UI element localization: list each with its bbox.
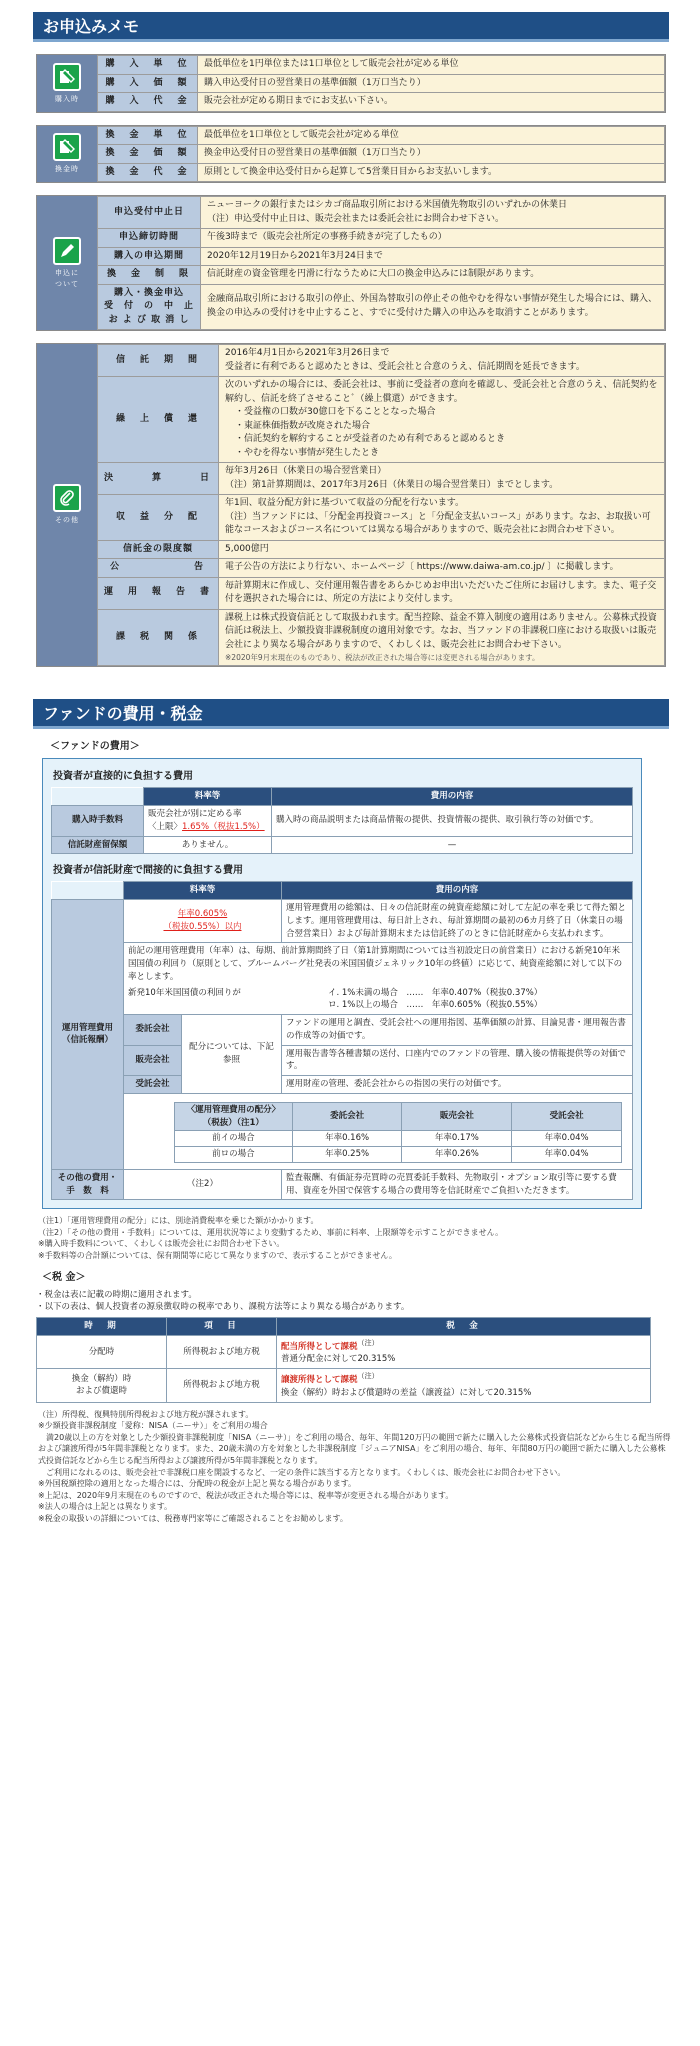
tax-note-4: ご利用になれるのは、販売会社で非課税口座を開設するなど、一定の条件に該当する方となります。くわしくは、販売会社にお問合わせ下さい。 xyxy=(38,1467,566,1477)
table-row xyxy=(98,577,665,609)
redeem-block xyxy=(36,125,666,184)
table-row xyxy=(52,806,633,837)
settlement-note: （注）第1計算期間は、2017年3月26日（休業日の場合翌営業日）までとします。 xyxy=(225,479,559,490)
table-row xyxy=(52,1015,633,1046)
alloc-row2-v3: 年率0.04% xyxy=(512,1147,622,1163)
redeem-limit-label: 換 金 制 限 xyxy=(98,266,201,285)
table-row xyxy=(52,836,633,854)
alloc-note: 配分については、下記参照 xyxy=(182,1015,282,1094)
alloc-table xyxy=(174,1102,622,1163)
apply-table xyxy=(97,196,665,330)
purchase-table xyxy=(97,55,665,112)
tax-note-2: ※少額投資非課税制度「愛称：NISA（ニーサ）」をご利用の場合 xyxy=(38,1421,268,1431)
purchase-unit-value: 最低単位を1円単位または1口単位として販売会社が定める単位 xyxy=(198,56,665,75)
reserve-rate: ありません。 xyxy=(144,836,272,854)
mgmt-fee-content: 運用管理費用の総額は、日々の信託財産の純資産総額に対して左記の率を乗じて得た額とします。運用管理費用は、毎日計上され、毎計算期間の最初の6カ月終了日（休業日の場合翌営業日）および毎計算期末または信託終了のときに信託財産から支払われます。 xyxy=(282,900,633,943)
table-row xyxy=(175,1147,622,1163)
trust-limit-value: 5,000億円 xyxy=(219,540,665,559)
tax-note-7: ※法人の場合は上記とは異なります。 xyxy=(38,1502,173,1512)
alloc-col-3: 受託会社 xyxy=(512,1102,622,1131)
role-desc-2: 運用報告書等各種書類の送付、口座内でのファンドの管理、購入後の情報提供等の対価です。 xyxy=(282,1045,633,1076)
tax-note-1: （注）所得税、復興特別所得税および地方税が課されます。 xyxy=(38,1409,254,1419)
table-row xyxy=(98,345,665,377)
apply-label: 申込について xyxy=(55,269,79,288)
tax-type-1: 配当所得として課税 xyxy=(281,1341,358,1352)
tax-col-tax: 税 金 xyxy=(277,1318,651,1336)
early-item-1: ・受益権の口数が30億口を下ることとなった場合 xyxy=(235,407,436,417)
table-row xyxy=(52,1093,633,1169)
redeem-payment-value: 原則として換金申込受付日から起算して5営業日目からお支払いします。 xyxy=(198,163,665,182)
trust-limit-label: 信託金の限度額 xyxy=(98,540,219,559)
purchase-unit-label: 購 入 単 位 xyxy=(98,56,198,75)
mgmt-fee-label: 運用管理費用 xyxy=(61,1022,113,1033)
apply-stop-date-value: ニューヨークの銀行またはシカゴ商品取引所における米国債先物取引のいずれかの休業日 xyxy=(207,200,568,210)
redeem-price-value: 換金申込受付日の翌営業日の基準価額（1万口当たり） xyxy=(198,145,665,164)
role-name-2: 販売会社 xyxy=(124,1045,182,1076)
col-rate: 料率等 xyxy=(144,788,272,806)
table-row xyxy=(98,74,665,93)
table-row xyxy=(98,126,665,145)
suspend-label-1: 購入・換金申込 xyxy=(114,287,185,298)
apply-period-value: 2020年12月19日から2021年3月24日まで xyxy=(201,247,665,266)
alloc-col-1: 委託会社 xyxy=(292,1102,402,1131)
alloc-row1-v2: 年率0.17% xyxy=(402,1131,512,1147)
yield-condition-1: イ. 1%未満の場合 …… 年率0.407%（税抜0.37%） xyxy=(328,987,543,998)
tax-note-5: ※外国税額控除の適用となった場合には、分配時の税金が上記と異なる場合があります。 xyxy=(38,1479,357,1489)
other-fee-label: その他の費用・ xyxy=(57,1172,118,1183)
fees-section-title: ファンドの費用・税金 xyxy=(33,699,669,729)
alloc-row1-key: 前イの場合 xyxy=(175,1131,293,1147)
redeem-label: 換金時 xyxy=(55,165,79,173)
tax-sup-2: （注） xyxy=(357,1371,379,1381)
trust-period-note: 受益者に有利であると認めたときは、受託会社と合意のうえ、信託期間を延長できます。 xyxy=(225,361,585,372)
direct-fee-table xyxy=(51,787,633,854)
table-row xyxy=(98,56,665,75)
alloc-row1-v1: 年率0.16% xyxy=(292,1131,402,1147)
table-row xyxy=(98,463,665,495)
suspend-value: 金融商品取引所における取引の停止、外国為替取引の停止その他やむを得ない事情が発生した場合には、購入、換金の申込みの受付けを中止すること、すでに受付けた購入の申込みを取消すことがあります。 xyxy=(201,284,665,330)
tax-rate-2: 換金（解約）時および償還時の差益（譲渡益）に対して20.315% xyxy=(281,1387,532,1398)
early-redemption-value: 次のいずれかの場合には、委託会社は、事前に受益者の意向を確認し、受託会社と合意のうえ、信託契約を解約し、信託を終了させることﾞ（繰上償還）ができます。 xyxy=(225,380,658,404)
table-row xyxy=(98,163,665,182)
tax-when-2b: および償還時 xyxy=(75,1386,127,1397)
tax-note-6: ※上記は、2020年9月末現在のものですので、税法が改正された場合等には、税率等が変更される場合があります。 xyxy=(38,1490,454,1500)
table-row xyxy=(98,247,665,266)
table-row xyxy=(98,197,665,229)
tax-note-3: 満20歳以上の方を対象とした少額投資非課税制度「NISA（ニーサ）」をご利用の場合、毎年、年間120万円の範囲で新たに購入した公募株式投資信託などから生じる配当所得および譲渡所得が5年間非課税となります。また、20歳未満の方を対象とした非課税制度「ジュニアNISA」をご利用の場合、毎年、年間80万円の範囲で新たに購入した公募株式投資信託などから生じる配当所得および譲渡所得が5年間非課税となります。 xyxy=(38,1432,671,1465)
report-value: 毎計算期末に作成し、交付運用報告書をあらかじめお申出いただいたご住所にお届けします。また、電子交付を選択された場合には、所定の方法により交付します。 xyxy=(219,577,665,609)
tax-col-when: 時 期 xyxy=(37,1318,167,1336)
taxation-value: 課税上は株式投資信託として取扱われます。配当控除、益金不算入制度の適用はありません。公募株式投資信託は税法上、少額投資非課税制度の適用対象です。なお、当ファンドの非課税口座における取扱いは販売会社により異なる場合がありますので、くわしくは、販売会社にお問合わせ下さい。 xyxy=(225,612,657,650)
tax-note-8: ※税金の取扱いの詳細については、税務専門家等にご確認されることをお勧めします。 xyxy=(38,1513,348,1523)
alloc-row1-v3: 年率0.04% xyxy=(512,1131,622,1147)
table-row xyxy=(98,609,665,666)
direct-fee-heading: 投資者が直接的に負担する費用 xyxy=(53,771,193,783)
tax-when-1: 分配時 xyxy=(37,1335,167,1368)
purchase-fee-max: 1.65%（税抜1.5%） xyxy=(182,821,265,832)
tax-when-2a: 換金（解約）時 xyxy=(71,1373,132,1384)
purchase-fee-cap: 〈上限〉 xyxy=(148,821,183,832)
purchase-icon xyxy=(53,63,81,91)
other-table xyxy=(97,344,665,666)
redeem-unit-value: 最低単位を1口単位として販売会社が定める単位 xyxy=(198,126,665,145)
mgmt-fee-detail: 前記の運用管理費用（年率）は、毎期、前計算期間終了日（第1計算期間については当初設定日の前営業日）における新発10年米国国債の利回り（原則として、ブルームバーグ社発表の米国国債ジェネリック10年の終値）に応じて、純資産総額に対して以下の率とします。 xyxy=(128,946,623,982)
alloc-row2-v2: 年率0.26% xyxy=(402,1147,512,1163)
suspend-label-3: お よ び 取 消 し xyxy=(108,314,190,325)
tax-sup-1: （注） xyxy=(357,1337,379,1347)
apply-deadline-label: 申込締切時間 xyxy=(98,229,201,248)
redeem-icon xyxy=(53,133,81,161)
tax-type-2: 譲渡所得として課税 xyxy=(281,1375,358,1386)
redeem-payment-label: 換 金 代 金 xyxy=(98,163,198,182)
table-row xyxy=(98,145,665,164)
table-row xyxy=(98,229,665,248)
purchase-payment-label: 購 入 代 金 xyxy=(98,93,198,112)
table-row xyxy=(98,377,665,463)
table-row xyxy=(52,943,633,1015)
redeem-limit-value: 信託財産の資金管理を円滑に行なうために大口の換金申込みには制限があります。 xyxy=(201,266,665,285)
redeem-icon-column xyxy=(37,126,97,183)
table-row xyxy=(98,284,665,330)
reserve-label: 信託財産留保額 xyxy=(52,836,144,854)
table-row xyxy=(52,1169,633,1200)
memo-section-title: お申込みメモ xyxy=(33,12,669,42)
fee-note-3: ※購入時手数料について、くわしくは販売会社にお問合わせ下さい。 xyxy=(38,1239,285,1249)
distribution-label: 収 益 分 配 xyxy=(98,495,219,541)
col-rate-2: 料率等 xyxy=(124,882,282,900)
alloc-row2-v1: 年率0.25% xyxy=(292,1147,402,1163)
role-name-3: 受託会社 xyxy=(124,1076,182,1094)
purchase-icon-column xyxy=(37,55,97,112)
indirect-fee-table xyxy=(51,881,633,1200)
settlement-label: 決 算 日 xyxy=(98,463,219,495)
early-item-2: ・東証株価指数が改廃された場合 xyxy=(235,420,371,431)
table-row xyxy=(37,1335,651,1368)
paperclip-icon xyxy=(53,484,81,512)
early-item-3: ・信託契約を解約することが受益者のため有利であると認めるとき xyxy=(235,434,506,444)
mgmt-fee-rate: 年率0.605% xyxy=(177,909,228,920)
table-row xyxy=(52,1045,633,1076)
role-name-1: 委託会社 xyxy=(124,1015,182,1046)
col-content-2: 費用の内容 xyxy=(282,882,633,900)
purchase-fee-label: 購入時手数料 xyxy=(52,806,144,837)
alloc-col-2: 販売会社 xyxy=(402,1102,512,1131)
fund-fee-heading: ＜ファンドの費用＞ xyxy=(50,741,140,753)
reserve-content: — xyxy=(272,836,633,854)
trust-period-label: 信 託 期 間 xyxy=(98,345,219,377)
table-row xyxy=(98,93,665,112)
col-content: 費用の内容 xyxy=(272,788,633,806)
apply-stop-date-label: 申込受付中止日 xyxy=(98,197,201,229)
yield-label: 新発10年米国国債の利回りが xyxy=(128,987,241,998)
apply-block xyxy=(36,195,666,331)
tax-rate-1: 普通分配金に対して20.315% xyxy=(281,1354,396,1365)
mgmt-fee-rate-excl: （税抜0.55%）以内 xyxy=(163,922,242,933)
distribution-note: （注）当ファンドには、「分配金再投資コース」と「分配金支払いコース」があります。なお、お取扱い可能なコースおよびコース名については異なる場合がありますので、販売会社にお問合わせ下さい。 xyxy=(225,511,651,535)
early-item-4: ・やむを得ない事情が発生したとき xyxy=(235,447,380,458)
purchase-fee-content: 購入時の商品説明または商品情報の提供、投資情報の提供、取引執行等の対価です。 xyxy=(272,806,633,837)
other-fee-sublabel: 手 数 料 xyxy=(66,1185,109,1196)
taxation-note: ※2020年9月末現在のものであり、税法が改正された場合等には変更される場合があります。 xyxy=(225,653,540,662)
report-label: 運 用 報 告 書 xyxy=(98,577,219,609)
other-fee-content: 監査報酬、有価証券売買時の売買委託手数料、先物取引・オプション取引等に要する費用、資産を外国で保管する場合の費用等を信託財産でご負担いただきます。 xyxy=(282,1169,633,1200)
tax-heading: ＜税 金＞ xyxy=(42,1271,86,1283)
taxation-label: 課 税 関 係 xyxy=(98,609,219,666)
fee-note-2: （注2）「その他の費用・手数料」については、運用状況等により変動するため、事前に料率、上限額等を示すことができません。 xyxy=(38,1227,504,1237)
table-row xyxy=(52,788,633,806)
role-desc-3: 運用財産の管理、委託会社からの指図の実行の対価です。 xyxy=(282,1076,633,1094)
purchase-fee-rate: 販売会社が別に定める率 xyxy=(148,809,242,819)
suspend-label-2: 受 付 の 中 止 xyxy=(104,301,195,311)
apply-stop-date-note: （注）申込受付中止日は、販売会社または委託会社にお問合わせ下さい。 xyxy=(207,213,505,224)
yield-condition-2: ロ. 1%以上の場合 …… 年率0.605%（税抜0.55%） xyxy=(328,1000,543,1011)
purchase-payment-value: 販売会社が定める期日までにお支払い下さい。 xyxy=(198,93,665,112)
other-label: その他 xyxy=(55,516,79,525)
alloc-h1: 〈運用管理費用の配分〉 xyxy=(186,1104,281,1115)
other-icon-column xyxy=(37,344,97,666)
purchase-price-label: 購 入 価 額 xyxy=(98,74,198,93)
apply-period-label: 購入の申込期間 xyxy=(98,247,201,266)
table-row xyxy=(98,495,665,541)
trust-period-value: 2016年4月1日から2021年3月26日まで xyxy=(225,348,390,358)
tax-pre xyxy=(36,1289,672,1315)
purchase-label: 購入時 xyxy=(55,94,79,103)
table-row xyxy=(37,1369,651,1402)
tax-notes xyxy=(38,1409,672,1525)
apply-icon-column xyxy=(37,196,97,330)
other-block xyxy=(36,343,666,667)
redeem-unit-label: 換 金 単 位 xyxy=(98,126,198,145)
settlement-value: 毎年3月26日（休業日の場合翌営業日） xyxy=(225,466,387,476)
redeem-table xyxy=(97,126,665,183)
fee-note-1: （注1）「運用管理費用の配分」には、別途消費税率を乗じた額がかかります。 xyxy=(38,1216,319,1226)
role-desc-1: ファンドの運用と調査、受託会社への運用指図、基準価額の計算、目論見書・運用報告書の作成等の対価です。 xyxy=(282,1015,633,1046)
alloc-h2: （税抜）（注1） xyxy=(202,1117,264,1128)
apply-deadline-value: 午後3時まで（販売会社所定の事務手続きが完了したもの） xyxy=(201,229,665,248)
table-row xyxy=(175,1131,622,1147)
table-row xyxy=(37,1318,651,1336)
notice-label: 公 告 xyxy=(98,559,219,578)
table-row xyxy=(98,266,665,285)
tax-col-item: 項 目 xyxy=(167,1318,277,1336)
early-redemption-label: 繰 上 償 還 xyxy=(98,377,219,463)
fee-box xyxy=(42,758,642,1209)
table-row xyxy=(98,559,665,578)
distribution-value: 年1回、収益分配方針に基づいて収益の分配を行ないます。 xyxy=(225,498,465,508)
redeem-price-label: 換 金 価 額 xyxy=(98,145,198,164)
fee-note-4: ※手数料等の合計額については、保有期間等に応じて異なりますので、表示することができません。 xyxy=(38,1251,397,1261)
other-fee-rate: （注2） xyxy=(124,1169,282,1200)
purchase-block xyxy=(36,54,666,113)
notice-value: 電子公告の方法により行ない、ホームページ〔 https://www.daiwa-am.co.jp/ 〕に掲載します。 xyxy=(219,559,665,578)
tax-item-1: 所得税および地方税 xyxy=(167,1335,277,1368)
table-row xyxy=(52,882,633,900)
tax-pre-1: ・税金は表に記載の時期に適用されます。 xyxy=(36,1289,197,1300)
table-row xyxy=(52,900,633,943)
mgmt-fee-sublabel: （信託報酬） xyxy=(61,1035,113,1046)
table-row xyxy=(98,540,665,559)
table-row xyxy=(52,1076,633,1094)
tax-pre-2: ・以下の表は、個人投資者の源泉徴収時の税率であり、課税方法等により異なる場合があります。 xyxy=(36,1302,410,1313)
pen-icon xyxy=(53,237,81,265)
indirect-fee-heading: 投資者が信託財産で間接的に負担する費用 xyxy=(53,865,243,877)
fee-notes xyxy=(38,1215,672,1261)
purchase-price-value: 購入申込受付日の翌営業日の基準価額（1万口当たり） xyxy=(198,74,665,93)
tax-item-2: 所得税および地方税 xyxy=(167,1369,277,1402)
alloc-row2-key: 前ロの場合 xyxy=(175,1147,293,1163)
tax-table xyxy=(36,1317,651,1402)
